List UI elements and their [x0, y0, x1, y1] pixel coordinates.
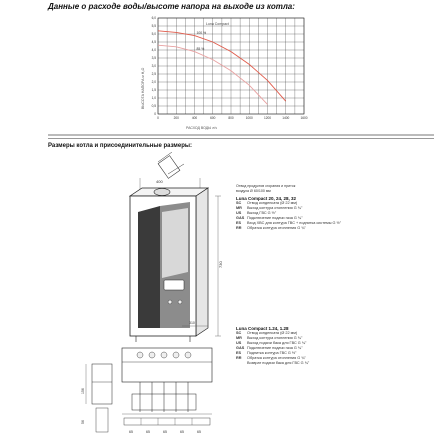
divider — [48, 138, 434, 139]
x-tick-label: 800 — [228, 116, 234, 120]
side-dimension: 56 — [81, 420, 85, 424]
series-label: 100 % — [196, 31, 207, 36]
connection-drawing-side — [78, 360, 118, 440]
connection-description: Выход контура отопления G ¾" — [247, 336, 303, 340]
connection-code: ES — [236, 351, 242, 355]
connection-code: SC — [236, 201, 242, 205]
group2-block — [236, 326, 309, 366]
x-tick-label: 1200 — [263, 116, 272, 120]
connection-code: US — [236, 341, 242, 345]
x-tick-label: 0 — [157, 116, 159, 120]
page-title: Данные о расходе воды/высоте напора на выходе из котла: — [48, 2, 295, 11]
y-tick-label: 5,0 — [151, 32, 156, 37]
x-axis-label: РАСХОД ВОДЫ л/ч — [186, 126, 218, 130]
y-axis-label: ВЫСОТА НАПОРА м Н₂О — [141, 67, 145, 109]
connection-description: Подключение подачи газа G ¾" — [247, 346, 303, 350]
connection-description: Подключение подачи газа G ¾" — [247, 216, 303, 220]
flue-note: Отвод продуктов сгорания и приток воздуха Ø 60/100 мм — [236, 184, 296, 193]
x-tick-label: 200 — [173, 116, 179, 120]
y-tick-label: 4,0 — [151, 48, 156, 53]
connection-description: Обратка контура отопления G ¾" — [247, 226, 306, 230]
group1-block — [236, 196, 341, 231]
flue-pipe — [158, 152, 184, 178]
connection-code: RR — [236, 356, 242, 360]
y-tick-label: 5,5 — [151, 24, 156, 29]
connection-code: RR — [236, 226, 242, 230]
group1-title: Luna Compact 20, 24, 28, 32 — [236, 196, 297, 201]
svg-text:65: 65 — [197, 430, 201, 434]
connection-code: SC — [236, 331, 242, 335]
connection-code: MR — [236, 206, 242, 210]
y-tick-label: 1,5 — [151, 88, 156, 93]
y-tick-label: 3,5 — [151, 56, 156, 61]
connection-description: Возврат подачи бака для ГВС G ¾" — [247, 361, 310, 365]
height-dimension: 730 — [218, 261, 223, 268]
y-tick-label: 0 — [154, 112, 156, 117]
connection-description: Выход контура отопления G ¾" — [247, 206, 303, 210]
side-dimension: 156 — [81, 388, 85, 394]
connection-description: Выход подачи бака для ГВС G ¾" — [247, 341, 307, 345]
series-label: 85 % — [196, 47, 205, 52]
connection-description: Отвод конденсата (Ø 22 мм) — [247, 201, 298, 205]
chart-grid — [158, 18, 304, 114]
x-tick-label: 1600 — [300, 116, 308, 120]
connection-code: ES — [236, 221, 242, 225]
svg-text:65: 65 — [163, 430, 167, 434]
y-tick-label: 1,0 — [151, 96, 156, 101]
y-tick-label: 0,5 — [151, 104, 156, 109]
y-tick-labels — [152, 16, 157, 116]
connection-description: Вход ХВС для контура ГВС + подпитка системы G ½" — [247, 221, 342, 225]
y-tick-label: 6,0 — [151, 16, 156, 21]
x-tick-label: 1400 — [282, 116, 290, 120]
connection-item — [236, 226, 341, 231]
svg-text:65: 65 — [180, 430, 184, 434]
x-tick-label: 1000 — [245, 116, 253, 120]
svg-text:65: 65 — [146, 430, 150, 434]
y-tick-label: 2,5 — [151, 72, 156, 77]
x-tick-label: 600 — [210, 116, 216, 120]
chart-legend-label: Luna Compact — [206, 22, 229, 26]
bottom-dimension-labels — [129, 430, 201, 434]
divider — [48, 134, 434, 136]
group2-title: Luna Compact 1.24, 1.28 — [236, 326, 289, 331]
x-tick-label: 400 — [191, 116, 198, 120]
group2-list — [236, 331, 309, 366]
connection-description: Отвод конденсата (Ø 22 мм) — [247, 331, 298, 335]
boiler-depth-drawing — [180, 320, 210, 334]
group1-list — [236, 201, 341, 231]
connection-code: GAS — [236, 346, 245, 350]
svg-text:65: 65 — [129, 430, 133, 434]
connection-drawing-front — [112, 338, 222, 438]
y-tick-label: 3,0 — [151, 64, 156, 69]
section-title: Размеры котла и присоединительные размеры: — [48, 143, 192, 149]
depth-dimension: 310 — [189, 321, 195, 325]
connection-item — [236, 361, 309, 366]
connection-description: Подпитка контура ГВС G ½" — [247, 351, 297, 355]
y-tick-label: 2,0 — [151, 80, 156, 85]
boiler-drawing — [100, 152, 230, 342]
connection-code: MR — [236, 336, 242, 340]
x-tick-labels — [157, 116, 308, 120]
y-tick-label: 4,5 — [151, 40, 156, 45]
connection-description: Обратка контура отопления G ¾" — [247, 356, 306, 360]
pump-curve-chart — [140, 14, 310, 134]
width-dimension: 400 — [156, 179, 163, 184]
connection-description: Выход ГВС G ½" — [247, 211, 277, 215]
connection-code: US — [236, 211, 242, 215]
connection-code: GAS — [236, 216, 245, 220]
